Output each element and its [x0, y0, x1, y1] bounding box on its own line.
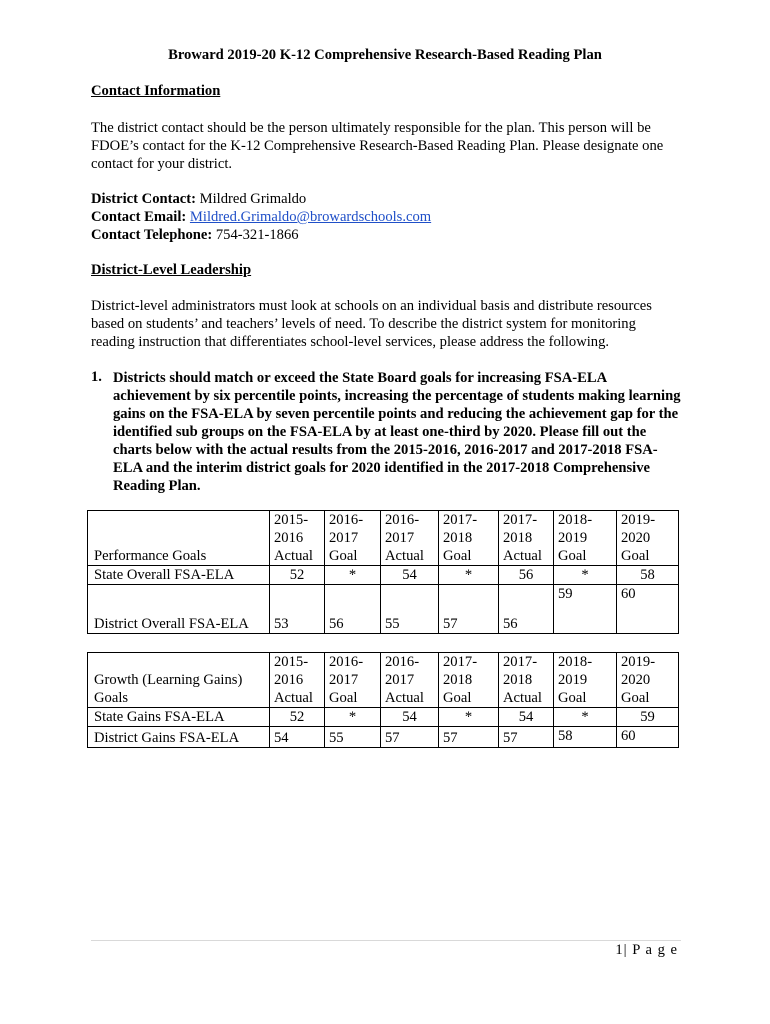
- state-gains-label: State Gains FSA-ELA: [88, 708, 270, 727]
- performance-goals-header: Performance Goals: [88, 511, 270, 566]
- page-number-value: 1: [615, 942, 624, 958]
- table-cell: 57: [439, 585, 499, 634]
- table-row: [88, 653, 679, 708]
- table-row: [88, 566, 679, 585]
- table-row: [88, 708, 679, 727]
- table-cell: 54: [499, 708, 554, 727]
- district-contact-value: Mildred Grimaldo: [199, 191, 307, 207]
- table-cell: 54: [270, 727, 325, 748]
- column-header: 2016- 2017 Goal: [325, 653, 381, 708]
- table-row: [88, 511, 679, 566]
- table-cell: 56: [325, 585, 381, 634]
- table-cell: *: [554, 708, 617, 727]
- table-cell: 54: [381, 708, 439, 727]
- district-contact-label: District Contact:: [91, 191, 196, 207]
- table-cell: *: [554, 566, 617, 585]
- page-number-label: | P a g e: [623, 942, 678, 958]
- column-header: 2017- 2018 Goal: [439, 653, 499, 708]
- contact-email-label: Contact Email:: [91, 209, 187, 225]
- column-header: 2017- 2018 Goal: [439, 511, 499, 566]
- contact-intro-paragraph: The district contact should be the person ultimately responsible for the plan. This person will be FDOE’s contact for the K-12 Comprehensive Research-Based Reading Plan. Please designate one contact for your district.: [91, 120, 664, 172]
- district-gains-label: District Gains FSA-ELA: [88, 727, 270, 748]
- column-header: 2017- 2018 Actual: [499, 511, 554, 566]
- table-cell: 56: [499, 566, 554, 585]
- table-cell: *: [439, 708, 499, 727]
- table-cell: 52: [270, 708, 325, 727]
- leadership-intro-paragraph: District-level administrators must look at schools on an individual basis and distribute resources based on students’ and teachers’ levels of need. To describe the district system for monitoring reading instruction that differentiates school-level services, please address the following.: [91, 298, 652, 350]
- contact-information-heading: Contact Information: [91, 83, 221, 99]
- performance-goals-table: [87, 510, 679, 634]
- column-header: 2017- 2018 Actual: [499, 653, 554, 708]
- column-header: 2015- 2016 Actual: [270, 653, 325, 708]
- table-cell: 60: [617, 727, 679, 748]
- table-cell: 59: [617, 708, 679, 727]
- column-header: 2018- 2019 Goal: [554, 511, 617, 566]
- table-cell: 60: [617, 585, 679, 634]
- contact-telephone-line: [91, 226, 299, 244]
- column-header: 2016- 2017 Actual: [381, 511, 439, 566]
- table-cell: 54: [381, 566, 439, 585]
- column-header: 2018- 2019 Goal: [554, 653, 617, 708]
- district-leadership-heading: District-Level Leadership: [91, 262, 252, 278]
- table-cell: 56: [499, 585, 554, 634]
- table-cell: *: [325, 566, 381, 585]
- column-header: 2016- 2017 Actual: [381, 653, 439, 708]
- district-overall-label: District Overall FSA-ELA: [88, 585, 270, 634]
- question-text: Districts should match or exceed the State Board goals for increasing FSA-ELA achievement by six percentile points, increasing the percentage of students making learning gains on the FSA-ELA by seven percentile points and reducing the achievement gap for the identified sub groups on the FSA-ELA by at least one-third by 2020. Please fill out the charts below with the actual results from the 2015-2016, 2016-2017 and 2017-2018 FSA-ELA and the interim district goals for 2020 identified in the 2017-2018 Comprehensive Reading Plan.: [113, 370, 681, 494]
- column-header: 2015- 2016 Actual: [270, 511, 325, 566]
- table-cell: 57: [381, 727, 439, 748]
- table-cell: 55: [325, 727, 381, 748]
- table-cell: 53: [270, 585, 325, 634]
- contact-telephone-label: Contact Telephone:: [91, 227, 213, 243]
- state-overall-label: State Overall FSA-ELA: [88, 566, 270, 585]
- question-number: 1.: [91, 369, 102, 385]
- table-cell: *: [325, 708, 381, 727]
- document-title: Broward 2019-20 K-12 Comprehensive Research-Based Reading Plan: [168, 47, 602, 63]
- table-cell: 57: [439, 727, 499, 748]
- column-header: 2019- 2020 Goal: [617, 653, 679, 708]
- contact-telephone-value: 754-321-1866: [215, 227, 299, 243]
- growth-goals-header: Growth (Learning Gains) Goals: [88, 653, 270, 708]
- table-row: [88, 585, 679, 634]
- page-number: [615, 942, 678, 959]
- table-cell: 57: [499, 727, 554, 748]
- growth-goals-table: [87, 652, 679, 748]
- table-cell: 58: [554, 727, 617, 748]
- table-cell: 52: [270, 566, 325, 585]
- table-row: [88, 727, 679, 748]
- table-cell: 58: [617, 566, 679, 585]
- district-contact-line: [91, 190, 306, 208]
- table-cell: 59: [554, 585, 617, 634]
- footer-divider: [91, 940, 681, 941]
- column-header: 2016- 2017 Goal: [325, 511, 381, 566]
- table-cell: 55: [381, 585, 439, 634]
- table-cell: *: [439, 566, 499, 585]
- column-header: 2019- 2020 Goal: [617, 511, 679, 566]
- contact-email-link[interactable]: Mildred.Grimaldo@browardschools.com: [189, 209, 432, 225]
- contact-email-line: [91, 208, 431, 226]
